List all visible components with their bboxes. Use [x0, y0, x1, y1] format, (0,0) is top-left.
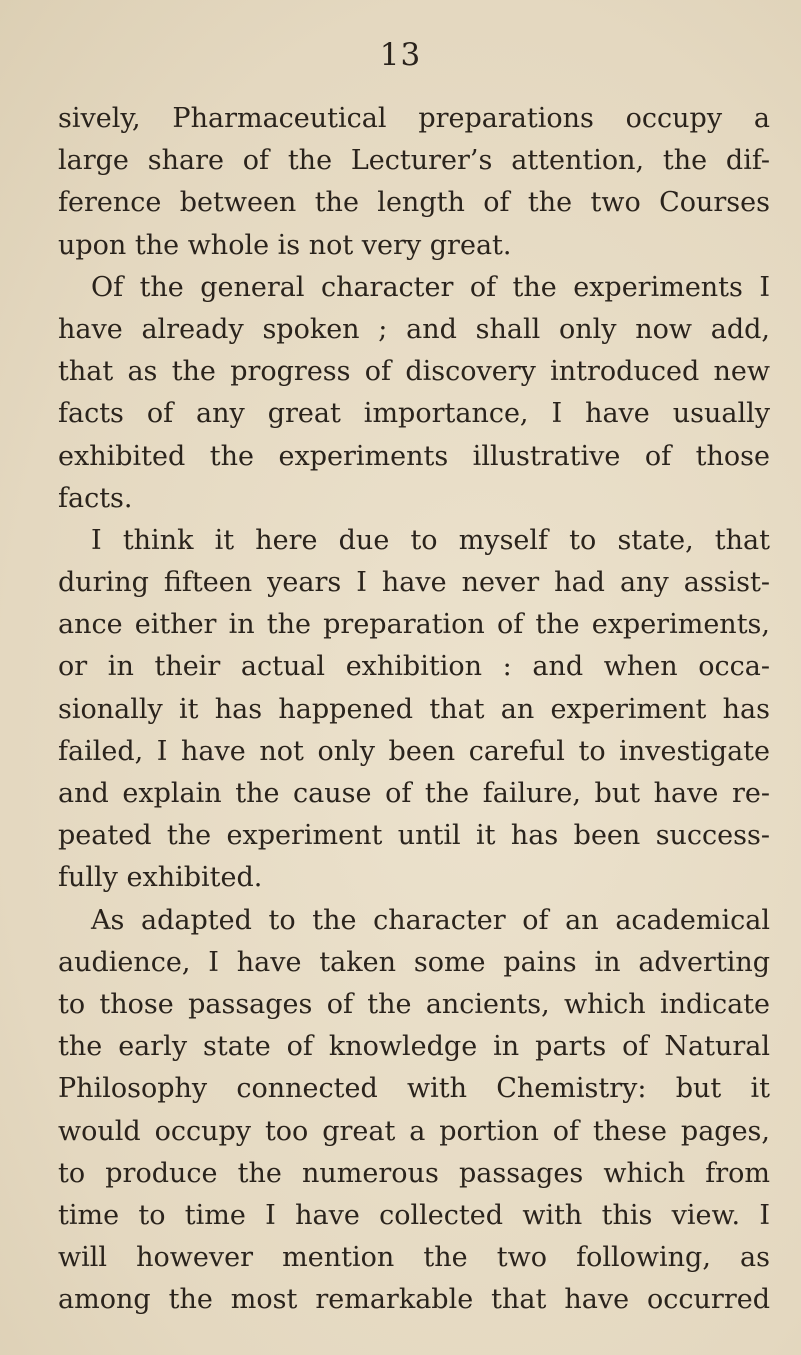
text-line: sionally it has happened that an experiment has	[58, 693, 770, 725]
text-line: exhibited the experiments illustrative of those	[58, 440, 770, 472]
text-line: Philosophy connected with Chemistry: but it	[58, 1073, 770, 1105]
text-line: the early state of knowledge in parts of Natural	[58, 1031, 770, 1063]
text-line: ance either in the preparation of the experiments,	[58, 609, 770, 641]
text-line: have already spoken ; and shall only now add,	[58, 313, 770, 345]
text-line: among the most remarkable that have occurred	[58, 1284, 770, 1316]
text-line: upon the whole is not very great.	[58, 229, 512, 261]
text-line: to those passages of the ancients, which indicate	[58, 988, 770, 1020]
text-line: large share of the Lecturer’s attention, the dif-	[58, 145, 770, 177]
page-number: 13	[379, 37, 422, 73]
text-line: to produce the numerous passages which from	[58, 1157, 770, 1189]
text-line: failed, I have not only been careful to investigate	[58, 735, 770, 767]
text-line: As adapted to the character of an academical	[91, 904, 770, 936]
text-line: sively, Pharmaceutical preparations occupy a	[58, 103, 770, 134]
text-line: I think it here due to myself to state, that	[91, 524, 770, 556]
text-line: ference between the length of the two Courses	[58, 187, 770, 219]
text-line: Of the general character of the experiments I	[91, 271, 770, 303]
text-line: facts of any great importance, I have usually	[58, 398, 770, 430]
text-line: during fifteen years I have never had any assist-	[58, 567, 770, 599]
text-line: would occupy too great a portion of these pages,	[58, 1115, 770, 1147]
text-line: peated the experiment until it has been success-	[58, 820, 770, 852]
text-line: audience, I have taken some pains in adverting	[58, 946, 770, 978]
text-line: fully exhibited.	[58, 862, 263, 894]
text-line: that as the progress of discovery introduced new	[58, 356, 770, 388]
text-line: facts.	[58, 482, 133, 514]
text-line: will however mention the two following, as	[58, 1242, 770, 1274]
text-line: or in their actual exhibition : and when occa-	[58, 651, 770, 683]
body-text	[58, 98, 770, 1321]
text-line: and explain the cause of the failure, but have re-	[58, 778, 770, 809]
text-line: time to time I have collected with this view. I	[58, 1199, 770, 1231]
